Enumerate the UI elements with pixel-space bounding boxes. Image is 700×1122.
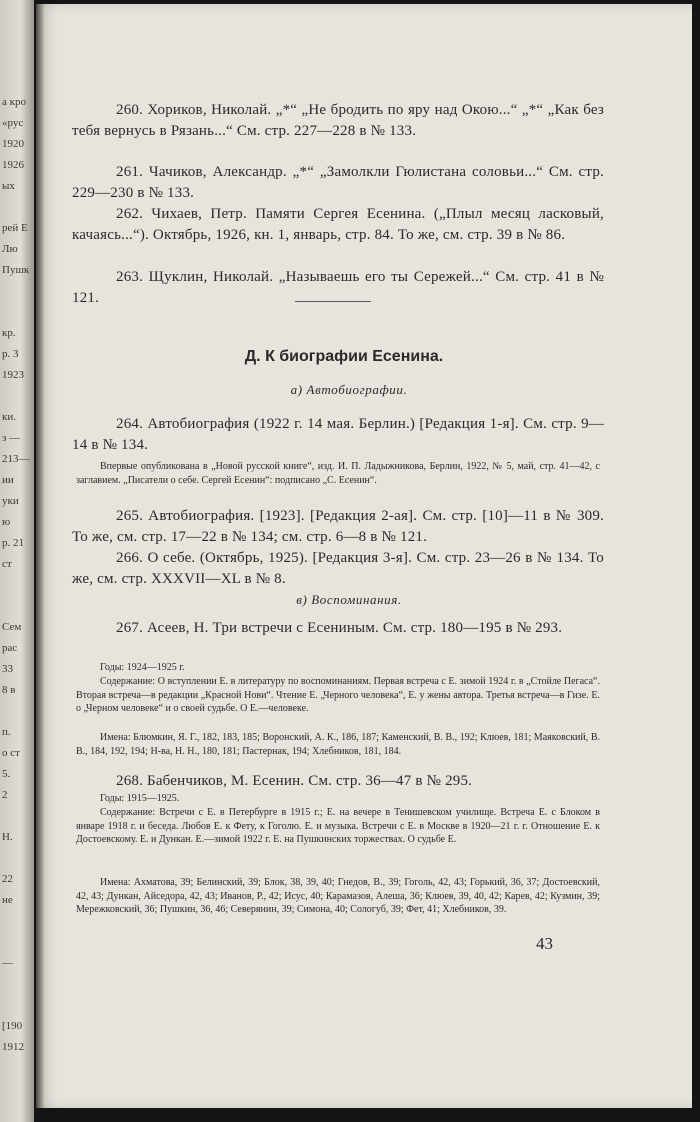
book-page (36, 4, 692, 1108)
left-page-fragment: 1926 (2, 159, 24, 171)
entry-263: 263. Щуклин, Николай. „Называешь его ты Сережей...“ См. стр. 41 в № 121. (72, 269, 604, 306)
left-page-fragment: з — (2, 432, 21, 444)
left-page-fragment: ых (2, 180, 15, 192)
entry-264: 264. Автобиография (1922 г. 14 мая. Берлин.) [Редакция 1-я]. См. стр. 9—14 в № 134. (72, 416, 604, 453)
left-page-fragment: ки. (2, 411, 16, 423)
years-267: Годы: 1924—1925 г. (100, 662, 185, 673)
left-page-fragment: 33 (2, 663, 13, 675)
entry-267: 267. Асеев, Н. Три встречи с Есениным. См. стр. 180—195 в № 293. (116, 620, 563, 636)
left-page-fragment: рей Е (2, 222, 28, 234)
left-page-fragment: 2 (2, 789, 8, 801)
left-page-fragment: р. 21 (2, 537, 24, 549)
subsection-autobiographies: а) Автобиографии. (290, 382, 408, 397)
left-page-fragment: 1920 (2, 138, 24, 150)
page-number: 43 (536, 934, 553, 953)
entry-262: 262. Чихаев, Петр. Памяти Сергея Есенина. („Плыл месяц ласковый, качаясь...“). Октябрь, 1926, кн. 1, январь, стр. 84. То же, см. стр. 39 в № 86. (72, 206, 604, 243)
entry-260: 260. Хориков, Николай. „*“ „Не бродить по яру над Окою...“ „*“ „Как без тебя вернусь в Рязань...“ См. стр. 227—228 в № 133. (72, 102, 604, 139)
left-page-fragment: [190 (2, 1020, 23, 1032)
left-page-fragment: Лю (2, 243, 18, 255)
left-page-fragment: а кро (2, 96, 26, 108)
left-page-fragment: — (2, 957, 13, 969)
left-page-fragment: 22 (2, 873, 13, 885)
left-page-fragment: не (2, 894, 13, 906)
subsection-memoirs: в) Воспоминания. (296, 592, 402, 607)
left-page-edge (0, 0, 34, 1122)
left-page-fragment: п. (2, 726, 11, 738)
left-page-fragment: 8 в (2, 684, 16, 696)
entry-265: 265. Автобиография. [1923]. [Редакция 2-ая]. См. стр. [10]—11 в № 309. То же, см. стр. 17—22 в № 134; см. стр. 6—8 в № 121. (72, 508, 604, 545)
left-page-fragment: Н. (2, 831, 13, 843)
entry-261: 261. Чачиков, Александр. „*“ „Замолкли Гюлистана соловьи...“ См. стр. 229—230 в № 133. (72, 164, 604, 201)
section-divider (295, 301, 371, 302)
left-page-fragment: кр. (2, 327, 16, 339)
left-page-fragment: Пушк (2, 264, 30, 276)
left-page-fragment: ю (2, 516, 11, 528)
years-268: Годы: 1915—1925. (100, 793, 180, 804)
note-264: Впервые опубликована в „Новой русской книге“, изд. И. П. Ладыжникова, Берлин, 1922, № 5, май, стр. 41—42, с заглавием. „Писатели о себе. Сергей Есенин“: подписано „С. Есенин“. (76, 461, 600, 486)
left-page-fragment: р. 3 (2, 348, 19, 360)
entry-268: 268. Бабенчиков, М. Есенин. См. стр. 36—47 в № 295. (116, 773, 473, 789)
left-page-fragment: «рус (2, 117, 24, 129)
entry-266: 266. О себе. (Октябрь, 1925). [Редакция 3-я]. См. стр. 23—26 в № 134. То же, см. стр. XXXVII—XL в № 8. (72, 550, 604, 587)
content-267: Содержание: О вступлении Е. в литературу по воспоминаниям. Первая встреча с Е. зимой 1924 г. в „Стойле Пегаса“. Вторая встреча—в редакции „Красной Нови“. Чтение Е. „Черного человека“, Е. у жены автора. Третья встреча—в Гизе. Е. о „Черном человеке“ и о своей судьбе. О Е.—человеке. (76, 676, 600, 714)
left-page-fragment: Сем (2, 621, 22, 633)
left-page-fragment: 1923 (2, 369, 24, 381)
left-page-fragment: 213— (2, 453, 30, 465)
left-page-fragment: 5. (2, 768, 11, 780)
page-gutter-shadow (36, 4, 44, 1108)
left-page-fragment: ст (2, 558, 12, 570)
left-page-fragment: 1912 (2, 1041, 24, 1053)
left-page-fragment: о ст (2, 747, 20, 759)
names-267: Имена: Блюмкин, Я. Г., 182, 183, 185; Воронский, А. К., 186, 187; Каменский, В. В., 192; Клюев, 181; Маяковский, В. В., 184, 192, 194; Н-ва, Н. Н., 180, 181; Пастернак, 194; Хлебников, 181, 184. (76, 732, 600, 757)
section-title: Д. К биографии Есенина. (244, 348, 444, 365)
left-page-fragment: рас (2, 642, 18, 654)
content-268: Содержание: Встречи с Е. в Петербурге в 1915 г.; Е. на вечере в Тенишевском училище. Встреча Е. с Блоком в январе 1918 г. и беседа. Любов Е. к Фету, к Гоголю. Е. и музыка. Встречи с Е. в Москве в 1920—21 г. г. Отношение Е. к Достоевскому. Е. и Дункан. Е.—зимой 1922 г. Е. на Пушкинских торжествах. О судьбе Е. (76, 807, 600, 845)
left-page-fragment: ии (2, 474, 14, 486)
names-268: Имена: Ахматова, 39; Белинский, 39; Блок, 38, 39, 40; Гнедов, В., 39; Гоголь, 42, 43; Горький, 36, 37; Достоевский, 42, 43; Дункан, Айседора, 42, 43; Иванов, Р., 42; Исус, 40; Карамазов, Алеша, 36; Клюев, 39, 40, 42; Карев, 42; Кузмин, 39; Мережковский, 36; Пушкин, 36, 46; Северянин, 39; Симона, 40; Сологуб, 39; Фет, 41; Хлебников, 39. (76, 877, 600, 915)
left-page-fragment: уки (2, 495, 19, 507)
